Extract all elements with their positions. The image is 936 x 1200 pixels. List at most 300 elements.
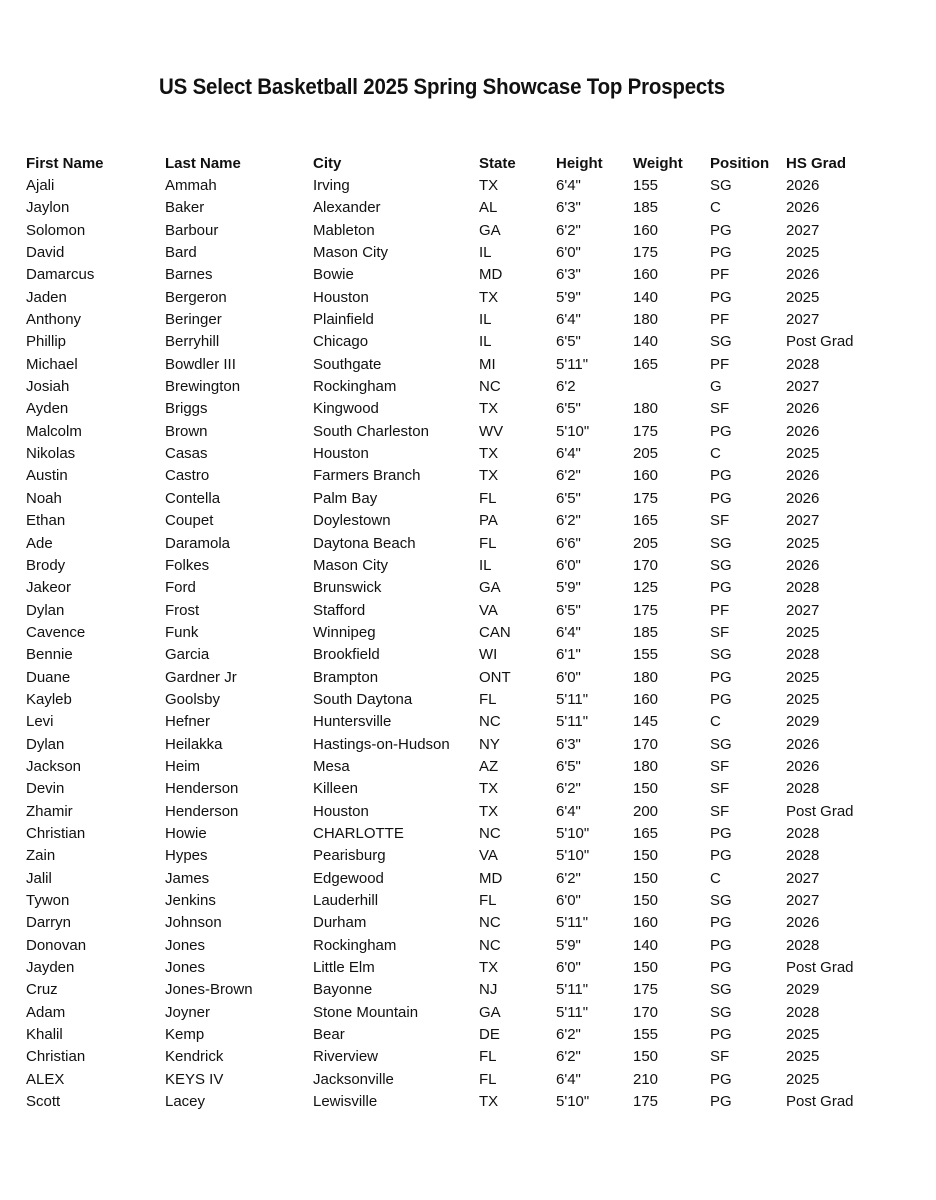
state-cell: PA bbox=[479, 512, 498, 530]
city-cell: Riverview bbox=[313, 1048, 379, 1066]
weight-cell: 170 bbox=[633, 1003, 659, 1021]
table-row bbox=[26, 174, 876, 196]
height-cell: 6'2" bbox=[556, 467, 581, 485]
weight-cell: 150 bbox=[633, 959, 659, 977]
height-cell: 6'0" bbox=[556, 959, 581, 977]
state-cell: WI bbox=[479, 646, 498, 664]
hs-grad-cell: 2026 bbox=[786, 914, 820, 932]
city-cell: Houston bbox=[313, 288, 369, 306]
weight-cell: 165 bbox=[633, 355, 659, 373]
table-row bbox=[26, 510, 876, 532]
table-row bbox=[26, 197, 876, 219]
prospects-table bbox=[26, 152, 876, 1113]
weight-cell: 165 bbox=[633, 512, 659, 530]
hs-grad-cell: 2025 bbox=[786, 244, 820, 262]
weight-cell: 160 bbox=[633, 914, 659, 932]
hs-grad-cell: 2025 bbox=[786, 1070, 820, 1088]
weight-cell: 170 bbox=[633, 556, 659, 574]
height-cell: 6'5" bbox=[556, 489, 581, 507]
hs-grad-cell: Post Grad bbox=[786, 802, 854, 820]
city-cell: Farmers Branch bbox=[313, 467, 421, 485]
last-name-cell: Jones bbox=[165, 959, 206, 977]
weight-cell: 185 bbox=[633, 623, 659, 641]
last-name-cell: Beringer bbox=[165, 311, 222, 329]
last-name-cell: Garcia bbox=[165, 646, 210, 664]
column-header-position: Position bbox=[710, 154, 770, 172]
city-cell: Mableton bbox=[313, 221, 375, 239]
state-cell: TX bbox=[479, 177, 499, 195]
position-cell: PG bbox=[710, 288, 732, 306]
height-cell: 6'1" bbox=[556, 646, 581, 664]
state-cell: FL bbox=[479, 489, 497, 507]
table-row bbox=[26, 286, 876, 308]
position-cell: PF bbox=[710, 355, 730, 373]
hs-grad-cell: 2025 bbox=[786, 668, 820, 686]
height-cell: 6'4" bbox=[556, 311, 581, 329]
hs-grad-cell: 2026 bbox=[786, 400, 820, 418]
city-cell: Hastings-on-Hudson bbox=[313, 735, 450, 753]
first-name-cell: Cruz bbox=[26, 981, 58, 999]
state-cell: VA bbox=[479, 601, 498, 619]
first-name-cell: Ethan bbox=[26, 512, 66, 530]
first-name-cell: Zain bbox=[26, 847, 56, 865]
state-cell: MD bbox=[479, 869, 503, 887]
weight-cell bbox=[633, 375, 710, 397]
state-cell: TX bbox=[479, 1093, 499, 1111]
column-header-state: State bbox=[479, 154, 516, 172]
state-cell: NC bbox=[479, 936, 501, 954]
weight-cell: 140 bbox=[633, 936, 659, 954]
first-name-cell: Phillip bbox=[26, 333, 67, 351]
hs-grad-cell: 2025 bbox=[786, 1048, 820, 1066]
hs-grad-cell: 2028 bbox=[786, 780, 820, 798]
city-cell: Mason City bbox=[313, 556, 389, 574]
height-cell: 6'2" bbox=[556, 221, 581, 239]
city-cell: CHARLOTTE bbox=[313, 824, 404, 842]
position-cell: C bbox=[710, 199, 721, 217]
city-cell: Houston bbox=[313, 802, 369, 820]
height-cell: 6'4" bbox=[556, 1070, 581, 1088]
position-cell: PG bbox=[710, 824, 732, 842]
last-name-cell: KEYS IV bbox=[165, 1070, 224, 1088]
state-cell: NJ bbox=[479, 981, 498, 999]
column-header-weight: Weight bbox=[633, 154, 683, 172]
height-cell: 6'0" bbox=[556, 244, 581, 262]
first-name-cell: Donovan bbox=[26, 936, 87, 954]
table-row bbox=[26, 1023, 876, 1045]
hs-grad-cell: 2028 bbox=[786, 824, 820, 842]
last-name-cell: Joyner bbox=[165, 1003, 211, 1021]
table-row bbox=[26, 398, 876, 420]
table-row bbox=[26, 711, 876, 733]
city-cell: Stone Mountain bbox=[313, 1003, 419, 1021]
last-name-cell: Jones-Brown bbox=[165, 981, 253, 999]
city-cell: Rockingham bbox=[313, 378, 397, 396]
height-cell: 6'4" bbox=[556, 445, 581, 463]
position-cell: SG bbox=[710, 556, 732, 574]
weight-cell: 205 bbox=[633, 445, 659, 463]
table-header-row bbox=[26, 152, 876, 174]
last-name-cell: Howie bbox=[165, 824, 207, 842]
city-cell: Lewisville bbox=[313, 1093, 378, 1111]
first-name-cell: Tywon bbox=[26, 892, 70, 910]
hs-grad-cell: 2026 bbox=[786, 266, 820, 284]
state-cell: FL bbox=[479, 690, 497, 708]
height-cell: 5'9" bbox=[556, 579, 581, 597]
position-cell: SF bbox=[710, 780, 730, 798]
weight-cell: 180 bbox=[633, 757, 659, 775]
first-name-cell: Anthony bbox=[26, 311, 82, 329]
first-name-cell: Austin bbox=[26, 467, 68, 485]
position-cell: SG bbox=[710, 333, 732, 351]
weight-cell: 180 bbox=[633, 668, 659, 686]
state-cell: FL bbox=[479, 892, 497, 910]
position-cell: PG bbox=[710, 690, 732, 708]
state-cell: IL bbox=[479, 556, 492, 574]
weight-cell: 155 bbox=[633, 177, 659, 195]
state-cell: IL bbox=[479, 311, 492, 329]
state-cell: VA bbox=[479, 847, 498, 865]
position-cell: SF bbox=[710, 512, 730, 530]
height-cell: 6'5" bbox=[556, 333, 581, 351]
weight-cell: 205 bbox=[633, 534, 659, 552]
height-cell: 6'2" bbox=[556, 512, 581, 530]
position-cell: SG bbox=[710, 892, 732, 910]
position-cell: PG bbox=[710, 244, 732, 262]
state-cell: AZ bbox=[479, 757, 499, 775]
last-name-cell: Baker bbox=[165, 199, 205, 217]
state-cell: AL bbox=[479, 199, 498, 217]
first-name-cell: Jayden bbox=[26, 959, 75, 977]
table-row bbox=[26, 666, 876, 688]
first-name-cell: Josiah bbox=[26, 378, 70, 396]
table-row bbox=[26, 800, 876, 822]
position-cell: SF bbox=[710, 623, 730, 641]
first-name-cell: Jalil bbox=[26, 869, 52, 887]
first-name-cell: Bennie bbox=[26, 646, 73, 664]
column-header-hs-grad: HS Grad bbox=[786, 154, 847, 172]
position-cell: PG bbox=[710, 467, 732, 485]
city-cell: Brunswick bbox=[313, 579, 382, 597]
hs-grad-cell: 2027 bbox=[786, 221, 820, 239]
first-name-cell: Jackson bbox=[26, 757, 82, 775]
hs-grad-cell: 2026 bbox=[786, 422, 820, 440]
height-cell: 5'9" bbox=[556, 288, 581, 306]
weight-cell: 180 bbox=[633, 400, 659, 418]
weight-cell: 175 bbox=[633, 601, 659, 619]
hs-grad-cell: 2026 bbox=[786, 489, 820, 507]
height-cell: 5'11" bbox=[556, 690, 589, 708]
state-cell: MI bbox=[479, 355, 496, 373]
position-cell: PG bbox=[710, 847, 732, 865]
hs-grad-cell: 2026 bbox=[786, 177, 820, 195]
city-cell: South Daytona bbox=[313, 690, 413, 708]
first-name-cell: Noah bbox=[26, 489, 62, 507]
first-name-cell: Jaden bbox=[26, 288, 67, 306]
state-cell: ONT bbox=[479, 668, 511, 686]
weight-cell: 175 bbox=[633, 981, 659, 999]
column-header-city: City bbox=[313, 154, 342, 172]
position-cell: SG bbox=[710, 646, 732, 664]
state-cell: NY bbox=[479, 735, 500, 753]
last-name-cell: Johnson bbox=[165, 914, 222, 932]
city-cell: Mesa bbox=[313, 757, 350, 775]
height-cell: 5'11" bbox=[556, 713, 589, 731]
state-cell: TX bbox=[479, 467, 499, 485]
weight-cell: 140 bbox=[633, 333, 659, 351]
first-name-cell: Christian bbox=[26, 1048, 86, 1066]
last-name-cell: Jenkins bbox=[165, 892, 216, 910]
hs-grad-cell: 2027 bbox=[786, 869, 820, 887]
weight-cell: 200 bbox=[633, 802, 659, 820]
last-name-cell: Coupet bbox=[165, 512, 214, 530]
city-cell: Huntersville bbox=[313, 713, 392, 731]
last-name-cell: Lacey bbox=[165, 1093, 206, 1111]
height-cell: 6'3" bbox=[556, 199, 581, 217]
last-name-cell: Briggs bbox=[165, 400, 208, 418]
table-row bbox=[26, 554, 876, 576]
first-name-cell: Solomon bbox=[26, 221, 86, 239]
height-cell: 5'11" bbox=[556, 914, 589, 932]
city-cell: Irving bbox=[313, 177, 350, 195]
last-name-cell: Daramola bbox=[165, 534, 231, 552]
position-cell: PF bbox=[710, 266, 730, 284]
table-row bbox=[26, 778, 876, 800]
state-cell: TX bbox=[479, 959, 499, 977]
position-cell: PG bbox=[710, 914, 732, 932]
weight-cell: 150 bbox=[633, 892, 659, 910]
weight-cell: 160 bbox=[633, 690, 659, 708]
weight-cell: 160 bbox=[633, 266, 659, 284]
weight-cell: 170 bbox=[633, 735, 659, 753]
last-name-cell: Bard bbox=[165, 244, 197, 262]
height-cell: 6'2" bbox=[556, 780, 581, 798]
last-name-cell: Brewington bbox=[165, 378, 241, 396]
position-cell: PG bbox=[710, 1070, 732, 1088]
hs-grad-cell: 2027 bbox=[786, 378, 820, 396]
table-row bbox=[26, 599, 876, 621]
weight-cell: 210 bbox=[633, 1070, 659, 1088]
city-cell: Rockingham bbox=[313, 936, 397, 954]
hs-grad-cell: 2029 bbox=[786, 981, 820, 999]
last-name-cell: Casas bbox=[165, 445, 208, 463]
table-row bbox=[26, 644, 876, 666]
state-cell: MD bbox=[479, 266, 503, 284]
table-body bbox=[26, 174, 876, 1112]
height-cell: 6'2 bbox=[556, 378, 576, 396]
state-cell: DE bbox=[479, 1026, 500, 1044]
table-row bbox=[26, 889, 876, 911]
first-name-cell: Dylan bbox=[26, 601, 65, 619]
weight-cell: 165 bbox=[633, 824, 659, 842]
position-cell: SG bbox=[710, 177, 732, 195]
first-name-cell: Kayleb bbox=[26, 690, 72, 708]
last-name-cell: Heilakka bbox=[165, 735, 223, 753]
last-name-cell: Contella bbox=[165, 489, 221, 507]
hs-grad-cell: 2027 bbox=[786, 892, 820, 910]
city-cell: Edgewood bbox=[313, 869, 384, 887]
hs-grad-cell: 2025 bbox=[786, 623, 820, 641]
table-row bbox=[26, 867, 876, 889]
city-cell: Jacksonville bbox=[313, 1070, 394, 1088]
height-cell: 5'10" bbox=[556, 1093, 590, 1111]
table-row bbox=[26, 688, 876, 710]
last-name-cell: Kendrick bbox=[165, 1048, 224, 1066]
weight-cell: 150 bbox=[633, 847, 659, 865]
city-cell: Houston bbox=[313, 445, 369, 463]
table-row bbox=[26, 1090, 876, 1112]
height-cell: 6'4" bbox=[556, 623, 581, 641]
city-cell: Plainfield bbox=[313, 311, 374, 329]
weight-cell: 155 bbox=[633, 1026, 659, 1044]
hs-grad-cell: 2025 bbox=[786, 1026, 820, 1044]
city-cell: Bowie bbox=[313, 266, 354, 284]
last-name-cell: Funk bbox=[165, 623, 199, 641]
weight-cell: 150 bbox=[633, 780, 659, 798]
last-name-cell: Henderson bbox=[165, 780, 239, 798]
position-cell: PG bbox=[710, 579, 732, 597]
city-cell: Doylestown bbox=[313, 512, 391, 530]
hs-grad-cell: 2025 bbox=[786, 288, 820, 306]
state-cell: TX bbox=[479, 288, 499, 306]
table-row bbox=[26, 1001, 876, 1023]
city-cell: Brampton bbox=[313, 668, 379, 686]
weight-cell: 160 bbox=[633, 221, 659, 239]
weight-cell: 180 bbox=[633, 311, 659, 329]
state-cell: GA bbox=[479, 1003, 501, 1021]
table-row bbox=[26, 331, 876, 353]
first-name-cell: Scott bbox=[26, 1093, 61, 1111]
hs-grad-cell: Post Grad bbox=[786, 959, 854, 977]
first-name-cell: ALEX bbox=[26, 1070, 65, 1088]
hs-grad-cell: 2026 bbox=[786, 199, 820, 217]
city-cell: Southgate bbox=[313, 355, 382, 373]
hs-grad-cell: 2028 bbox=[786, 579, 820, 597]
weight-cell: 175 bbox=[633, 489, 659, 507]
city-cell: Alexander bbox=[313, 199, 381, 217]
last-name-cell: Castro bbox=[165, 467, 210, 485]
last-name-cell: Brown bbox=[165, 422, 208, 440]
last-name-cell: Barbour bbox=[165, 221, 219, 239]
position-cell: PG bbox=[710, 422, 732, 440]
height-cell: 6'3" bbox=[556, 266, 581, 284]
height-cell: 6'4" bbox=[556, 177, 581, 195]
last-name-cell: Bowdler III bbox=[165, 355, 236, 373]
hs-grad-cell: 2026 bbox=[786, 757, 820, 775]
last-name-cell: Jones bbox=[165, 936, 206, 954]
height-cell: 5'9" bbox=[556, 936, 581, 954]
state-cell: GA bbox=[479, 579, 501, 597]
last-name-cell: Gardner Jr bbox=[165, 668, 237, 686]
weight-cell: 150 bbox=[633, 869, 659, 887]
last-name-cell: Heim bbox=[165, 757, 201, 775]
position-cell: SF bbox=[710, 400, 730, 418]
last-name-cell: Kemp bbox=[165, 1026, 205, 1044]
hs-grad-cell: 2028 bbox=[786, 847, 820, 865]
page-title: US Select Basketball 2025 Spring Showcase Top Prospects bbox=[159, 74, 725, 99]
height-cell: 6'2" bbox=[556, 1048, 581, 1066]
table-row bbox=[26, 465, 876, 487]
last-name-cell: Ford bbox=[165, 579, 196, 597]
first-name-cell: Jakeor bbox=[26, 579, 72, 597]
state-cell: TX bbox=[479, 445, 499, 463]
hs-grad-cell: 2026 bbox=[786, 735, 820, 753]
table-row bbox=[26, 956, 876, 978]
state-cell: FL bbox=[479, 1048, 497, 1066]
hs-grad-cell: 2029 bbox=[786, 713, 820, 731]
position-cell: PF bbox=[710, 601, 730, 619]
position-cell: PG bbox=[710, 221, 732, 239]
table-row bbox=[26, 1068, 876, 1090]
position-cell: C bbox=[710, 713, 721, 731]
weight-cell: 175 bbox=[633, 244, 659, 262]
column-header-height: Height bbox=[556, 154, 603, 172]
city-cell: Killeen bbox=[313, 780, 359, 798]
first-name-cell: Ajali bbox=[26, 177, 55, 195]
state-cell: WV bbox=[479, 422, 504, 440]
position-cell: PG bbox=[710, 1093, 732, 1111]
first-name-cell: Adam bbox=[26, 1003, 66, 1021]
weight-cell: 150 bbox=[633, 1048, 659, 1066]
city-cell: Brookfield bbox=[313, 646, 380, 664]
hs-grad-cell: Post Grad bbox=[786, 1093, 854, 1111]
state-cell: TX bbox=[479, 780, 499, 798]
first-name-cell: Malcolm bbox=[26, 422, 82, 440]
weight-cell: 185 bbox=[633, 199, 659, 217]
height-cell: 6'5" bbox=[556, 400, 581, 418]
position-cell: C bbox=[710, 869, 721, 887]
height-cell: 6'4" bbox=[556, 802, 581, 820]
table-row bbox=[26, 577, 876, 599]
table-row bbox=[26, 353, 876, 375]
height-cell: 6'0" bbox=[556, 556, 581, 574]
table-row bbox=[26, 308, 876, 330]
height-cell: 6'5" bbox=[556, 601, 581, 619]
table-row bbox=[26, 532, 876, 554]
column-header-first-name: First Name bbox=[26, 154, 104, 172]
position-cell: SG bbox=[710, 1003, 732, 1021]
first-name-cell: Ayden bbox=[26, 400, 69, 418]
city-cell: Stafford bbox=[313, 601, 366, 619]
state-cell: NC bbox=[479, 914, 501, 932]
first-name-cell: Khalil bbox=[26, 1026, 63, 1044]
height-cell: 6'0" bbox=[556, 668, 581, 686]
height-cell: 6'6" bbox=[556, 534, 581, 552]
state-cell: TX bbox=[479, 802, 499, 820]
position-cell: SF bbox=[710, 1048, 730, 1066]
position-cell: PG bbox=[710, 489, 732, 507]
weight-cell: 140 bbox=[633, 288, 659, 306]
first-name-cell: Duane bbox=[26, 668, 71, 686]
last-name-cell: Folkes bbox=[165, 556, 210, 574]
first-name-cell: Ade bbox=[26, 534, 53, 552]
first-name-cell: Cavence bbox=[26, 623, 86, 641]
table-row bbox=[26, 934, 876, 956]
height-cell: 5'11" bbox=[556, 355, 589, 373]
state-cell: FL bbox=[479, 1070, 497, 1088]
position-cell: SG bbox=[710, 534, 732, 552]
state-cell: IL bbox=[479, 333, 492, 351]
first-name-cell: David bbox=[26, 244, 65, 262]
table-row bbox=[26, 241, 876, 263]
hs-grad-cell: 2028 bbox=[786, 355, 820, 373]
first-name-cell: Brody bbox=[26, 556, 66, 574]
first-name-cell: Jaylon bbox=[26, 199, 70, 217]
height-cell: 6'5" bbox=[556, 757, 581, 775]
city-cell: Chicago bbox=[313, 333, 369, 351]
position-cell: PG bbox=[710, 936, 732, 954]
city-cell: Bear bbox=[313, 1026, 345, 1044]
